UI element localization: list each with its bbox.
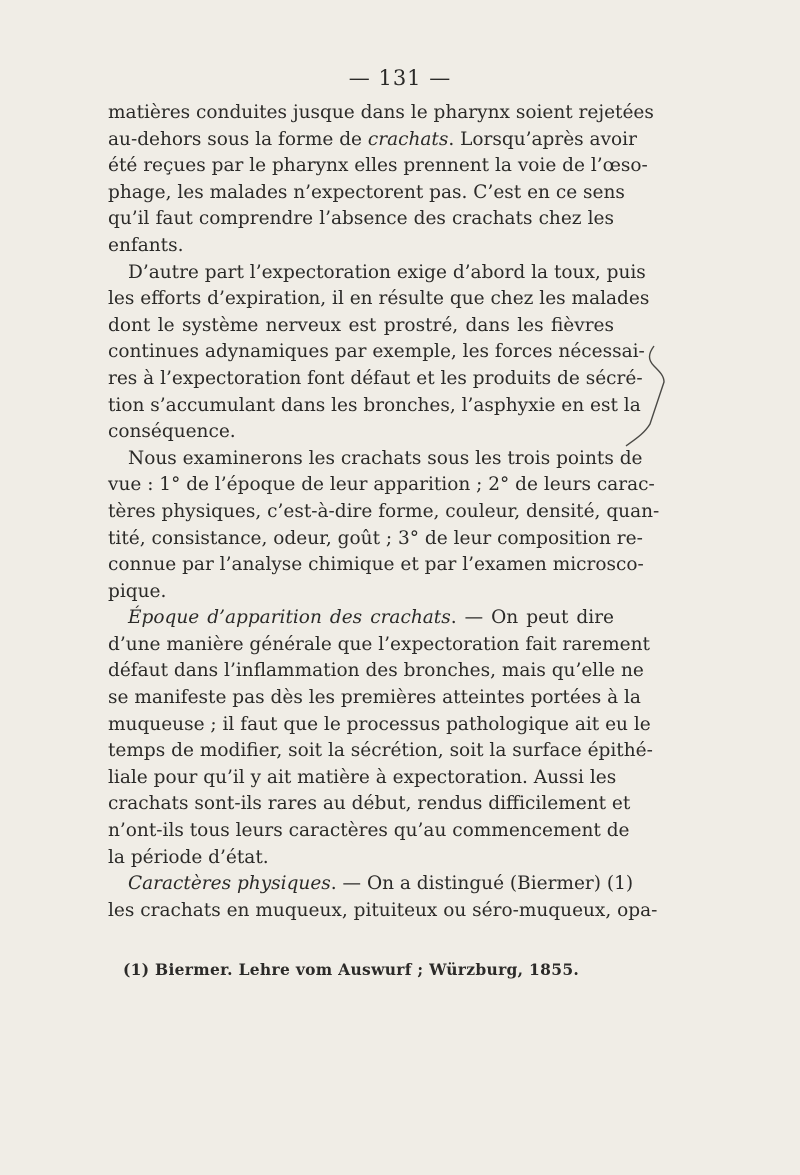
- text-line: [108, 339, 645, 366]
- text-line: [108, 738, 653, 765]
- margin-pencil-mark: [620, 340, 670, 450]
- text-segment: n’ont-ils tous leurs caractères qu’au commencement de: [108, 820, 630, 842]
- text-line: [108, 419, 614, 446]
- text-segment: . — On a distingué (Biermer) (1): [330, 873, 634, 895]
- italic-text: Époque d’apparition des crachats: [128, 607, 451, 629]
- body-text: [108, 100, 660, 924]
- text-line: [108, 898, 658, 925]
- text-line: [108, 366, 643, 393]
- text-line: [108, 153, 648, 180]
- text-segment: . Lorsqu’après avoir: [448, 128, 637, 150]
- text-line: [108, 552, 644, 579]
- text-segment: muqueuse ; il faut que le processus pathologique ait eu le: [108, 713, 651, 735]
- text-segment: . — On peut dire: [450, 607, 614, 629]
- text-line: [108, 526, 643, 553]
- text-line: [108, 393, 641, 420]
- text-line: [108, 658, 644, 685]
- text-segment: phage, les malades n’expectorent pas. C’est en ce sens: [108, 181, 625, 203]
- text-segment: tion s’accumulant dans les bronches, l’asphyxie en est la: [108, 394, 641, 416]
- text-segment: liale pour qu’il y ait matière à expectoration. Aussi les: [108, 766, 617, 788]
- text-segment: la période d’état.: [108, 846, 269, 868]
- text-segment: vue : 1° de l’époque de leur apparition ; 2° de leurs carac-: [108, 474, 655, 496]
- text-segment: les efforts d’expiration, il en résulte que chez les malades: [108, 288, 650, 310]
- page-number: — 131 —: [348, 66, 452, 90]
- text-segment: défaut dans l’inflammation des bronches, mais qu’elle ne: [108, 660, 644, 682]
- text-line: [108, 712, 651, 739]
- text-segment: au-dehors sous la forme de: [108, 128, 368, 150]
- text-line: [108, 446, 643, 473]
- text-line: [108, 818, 630, 845]
- text-line: [108, 765, 617, 792]
- text-segment: connue par l’analyse chimique et par l’examen microsco-: [108, 554, 644, 576]
- text-segment: d’une manière générale que l’expectoration fait rarement: [108, 633, 650, 655]
- text-segment: crachats sont-ils rares au début, rendus difficilement et: [108, 793, 631, 815]
- text-segment: qu’il faut comprendre l’absence des crachats chez les: [108, 208, 614, 230]
- text-segment: matières conduites jusque dans le pharynx soient rejetées: [108, 102, 654, 123]
- text-line: [108, 579, 614, 606]
- text-line: [108, 313, 614, 340]
- text-line: [108, 791, 631, 818]
- text-line: [108, 499, 660, 526]
- text-segment: tères physiques, c’est-à-dire forme, couleur, densité, quan-: [108, 500, 660, 522]
- text-line: [108, 632, 650, 659]
- text-segment: pique.: [108, 580, 167, 602]
- text-line: [108, 871, 634, 898]
- text-line: [108, 233, 614, 260]
- text-segment: res à l’expectoration font défaut et les produits de sécré-: [108, 367, 643, 389]
- text-line: [108, 845, 614, 872]
- text-segment: D’autre part l’expectoration exige d’abord la toux, puis: [128, 261, 646, 283]
- footnote: (1) Biermer. Lehre vom Auswurf ; Würzburg, 1855.: [123, 960, 580, 979]
- text-line: [108, 206, 614, 233]
- text-segment: été reçues par le pharynx elles prennent la voie de l’œso-: [108, 155, 648, 177]
- text-line: [108, 472, 655, 499]
- text-line: [108, 685, 641, 712]
- italic-text: crachats: [367, 128, 449, 150]
- text-segment: se manifeste pas dès les premières atteintes portées à la: [108, 687, 641, 709]
- text-segment: les crachats en muqueux, pituiteux ou séro-muqueux, opa-: [108, 899, 658, 921]
- text-line: [108, 100, 654, 127]
- text-segment: enfants.: [108, 234, 184, 256]
- text-segment: conséquence.: [108, 421, 236, 443]
- text-line: [108, 260, 646, 287]
- text-line: [108, 605, 614, 632]
- text-segment: temps de modifier, soit la sécrétion, soit la surface épithé-: [108, 740, 653, 762]
- text-segment: Nous examinerons les crachats sous les trois points de: [128, 447, 643, 469]
- text-segment: dont le système nerveux est prostré, dans les fièvres: [108, 314, 614, 336]
- italic-text: Caractères physiques: [128, 873, 331, 895]
- text-line: [108, 286, 650, 313]
- text-line: [108, 180, 625, 207]
- text-segment: continues adynamiques par exemple, les forces nécessai-: [108, 341, 645, 363]
- text-segment: tité, consistance, odeur, goût ; 3° de leur composition re-: [108, 527, 643, 549]
- text-line: [108, 127, 637, 154]
